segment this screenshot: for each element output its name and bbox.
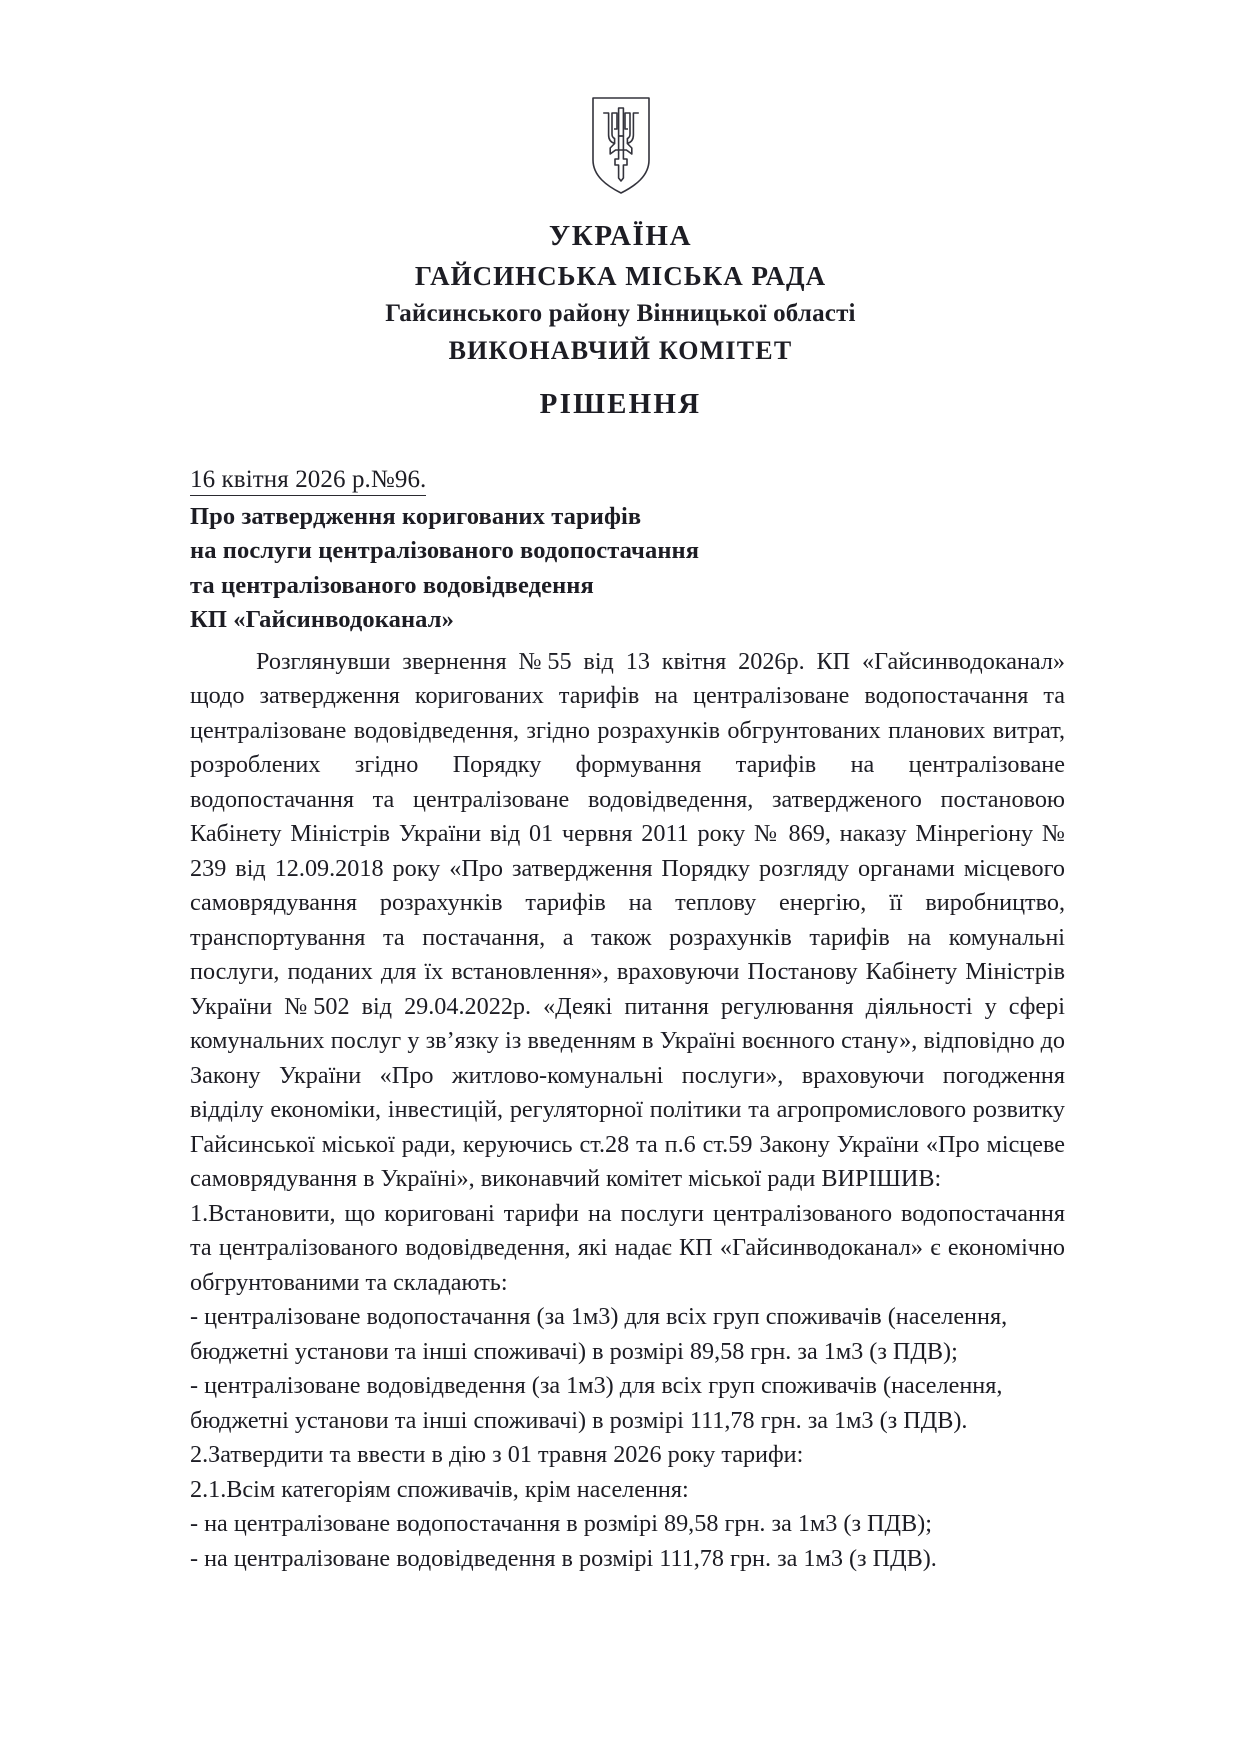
header-region: Гайсинського району Вінницької області [385,299,856,327]
body-item-2-1: 2.1.Всім категоріям споживачів, крім населення: [190,1475,689,1503]
document-subject [190,500,699,637]
subject-line-3: та централізованого водовідведення [190,571,594,599]
body-paragraph-preamble: Розглянувши звернення №55 від 13 квітня 2026р. КП «Гайсинводоканал» щодо затвердження коригованих тарифів на централізоване водопостачання та централізоване водовідведення, згідно розрахунків обгрунтованих планових витрат, розроблених згідно Порядку формування тарифів на централізоване водопостачання та централізоване водовідведення, затвердженого постановою Кабінету Міністрів України від 01 червня 2011 року № 869, наказу Мінрегіону № 239 від 12.09.2018 року «Про затвердження Порядку розгляду органами місцевого самоврядування розрахунків тарифів на теплову енергію, її виробництво, транспортування та постачання, а також розрахунків тарифів на комунальні послуги, поданих для їх встановлення», враховуючи Постанову Кабінету Міністрів України №502 від 29.04.2022р. «Деякі питання регулювання діяльності у сфері комунальних послуг у зв’язку із введенням в Україні воєнного стану», відповідно до Закону України «Про житлово-комунальні послуги», враховуючи погодження відділу економіки, інвестицій, регуляторної політики та агропромислового розвитку Гайсинської міської ради, керуючись ст.28 та п.6 ст.59 Закону України «Про місцеве самоврядування в Україні», виконавчий комітет міської ради ВИРІШИВ: [190,648,1065,1193]
date-and-number [190,466,426,496]
body-item-2-1-dash-2: - на централізоване водовідведення в розмірі 111,78 грн. за 1м3 (з ПДВ). [190,1544,937,1572]
body-item-2: 2.Затвердити та ввести в дію з 01 травня 2026 року тарифи: [190,1441,804,1469]
subject-line-1: Про затвердження коригованих тарифів [190,503,642,530]
header-country: УКРАЇНА [548,220,693,252]
header-city-council: ГАЙСИНСЬКА МІСЬКА РАДА [414,260,827,291]
body-item-1: 1.Встановити, що кориговані тарифи на послуги централізованого водопостачання та централізованого водовідведення, які надає КП «Гайсинводоканал» є економічно обгрунтованими та складають: [190,1199,1065,1296]
header-executive-committee: ВИКОНАВЧИЙ КОМІТЕТ [448,336,793,366]
coat-of-arms [0,96,1241,196]
date-number-value: 16 квітня 2026 р.№96. [190,466,426,496]
document-body [190,645,1065,1576]
document-type-title: РІШЕННЯ [539,388,702,420]
organization-header [0,218,1241,368]
subject-line-4: КП «Гайсинводоканал» [190,605,454,633]
body-item-1-dash-2: - централізоване водовідведення (за 1м3) для всіх груп споживачів (населення, бюджетні установи та інші споживачі) в розмірі 111,78 грн. за 1м3 (з ПДВ). [190,1372,1003,1434]
body-item-2-1-dash-1: - на централізоване водопостачання в розмірі 89,58 грн. за 1м3 (з ПДВ); [190,1510,932,1538]
trident-icon [589,96,653,196]
body-item-1-dash-1: - централізоване водопостачання (за 1м3) для всіх груп споживачів (населення, бюджетні установи та інші споживачі) в розмірі 89,58 грн. за 1м3 (з ПДВ); [190,1303,1008,1365]
subject-line-2: на послуги централізованого водопостачання [190,537,700,565]
